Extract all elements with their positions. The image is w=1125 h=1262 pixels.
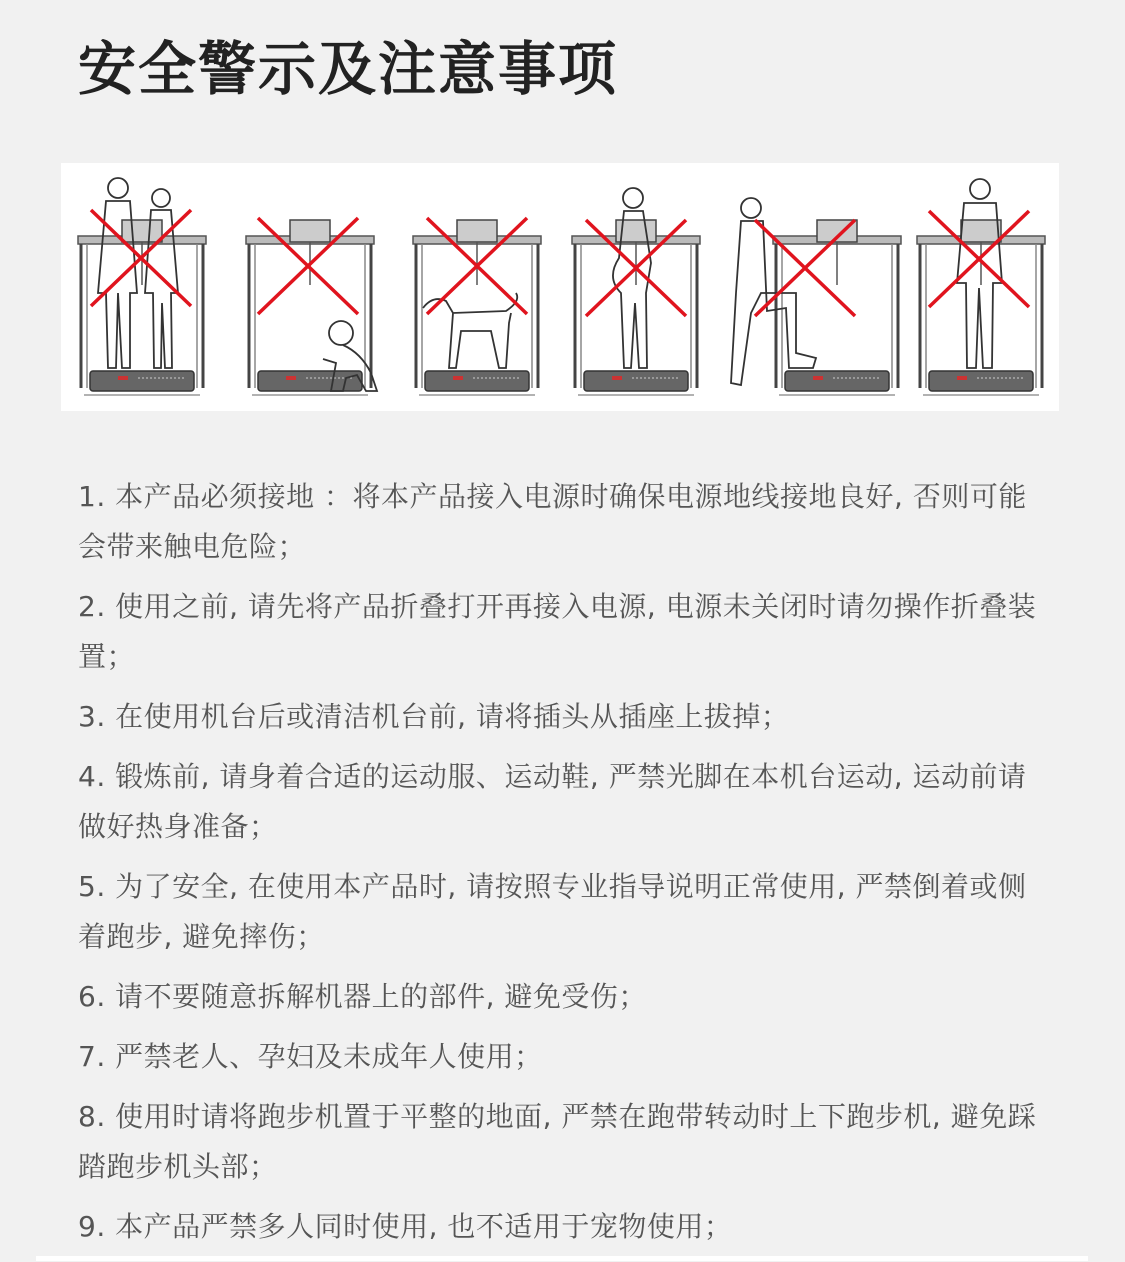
list-item: 3. 在使用机台后或清洁机台前, 请将插头从插座上拔掉； <box>78 700 790 733</box>
list-item: 1. 本产品必须接地 ：将本产品接入电源时确保电源地线接地良好, 否则可能会带来触电危险； <box>78 480 1027 563</box>
list-item: 4. 锻炼前, 请身着合适的运动服、运动鞋, 严禁光脚在本机台运动, 运动前请做好热身准备； <box>78 760 1027 843</box>
no-elderly-icon <box>917 179 1045 395</box>
no-stepping-on-head-icon <box>731 198 901 395</box>
list-item: 6. 请不要随意拆解机器上的部件, 避免受伤； <box>78 980 647 1013</box>
warning-illustrations <box>61 163 1059 411</box>
no-children-icon <box>246 218 377 395</box>
safety-notes-list <box>78 472 1053 1262</box>
divider <box>36 1256 1088 1261</box>
list-item: 2. 使用之前, 请先将产品折叠打开再接入电源, 电源未关闭时请勿操作折叠装置； <box>78 590 1037 673</box>
list-item: 8. 使用时请将跑步机置于平整的地面, 严禁在跑带转动时上下跑步机, 避免踩踏跑步机头部； <box>78 1100 1037 1183</box>
no-pets-icon <box>413 218 541 395</box>
no-pregnant-women-icon <box>572 188 700 395</box>
page-title: 安全警示及注意事项 <box>78 35 619 103</box>
no-multiple-users-icon <box>78 178 206 395</box>
list-item: 5. 为了安全, 在使用本产品时, 请按照专业指导说明正常使用, 严禁倒着或侧着跑步, 避免摔伤； <box>78 870 1027 953</box>
list-item: 7. 严禁老人、孕妇及未成年人使用； <box>78 1040 543 1073</box>
list-item: 9. 本产品严禁多人同时使用, 也不适用于宠物使用； <box>78 1210 733 1243</box>
